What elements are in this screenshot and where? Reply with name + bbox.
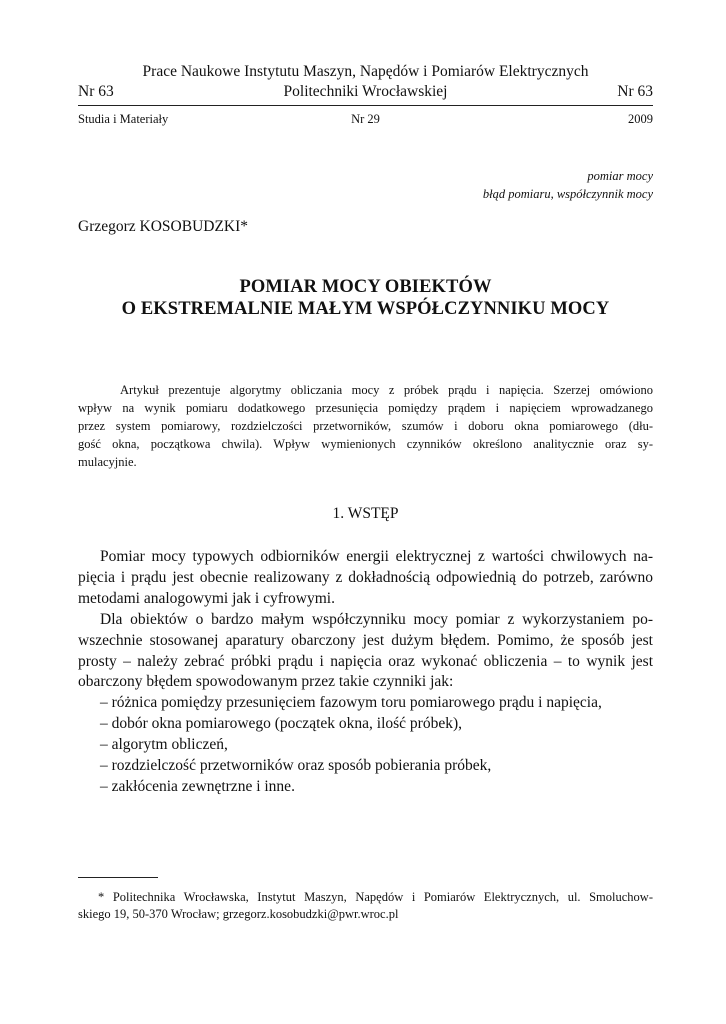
list-item: – różnica pomiędzy przesunięciem fazowym toru pomiarowego prądu i napięcia, bbox=[100, 694, 602, 712]
body-line: metodami analogowymi jak i cyfrowymi. bbox=[78, 589, 335, 607]
body-line: prosty – należy zebrać próbki prądu i napięcia oraz wykonać obliczenia – to wynik jest bbox=[78, 652, 653, 670]
keywords bbox=[78, 167, 653, 203]
body-line: pięcia i prądu jest obecnie realizowany z dokładnością odpowiednią do potrzeb, zarówno bbox=[78, 568, 653, 586]
list-item: – rozdzielczość przetworników oraz sposób pobierania próbek, bbox=[100, 757, 492, 775]
series-name: Studia i Materiały bbox=[78, 112, 169, 126]
list-item: – dobór okna pomiarowego (początek okna, ilość próbek), bbox=[100, 715, 462, 733]
paper-title bbox=[78, 276, 653, 320]
footnote bbox=[78, 889, 653, 923]
body-line: wszechnie stosowanej aparatury obarczony jest dużym błędem. Pomimo, że sposób jest bbox=[78, 631, 653, 649]
title-line: O EKSTREMALNIE MAŁYM WSPÓŁCZYNNIKU MOCY bbox=[121, 299, 610, 319]
abstract-line: przez system pomiarowy, rozdzielczości przetworników, szumów i doboru okna pomiarowego (dłu- bbox=[78, 419, 653, 433]
body-line: Dla obiektów o bardzo małym współczynniku mocy pomiar z wykorzystaniem po- bbox=[100, 610, 653, 628]
series-number: Nr 29 bbox=[351, 112, 380, 126]
footnote-line: skiego 19, 50-370 Wrocław; grzegorz.kosobudzki@pwr.wroc.pl bbox=[78, 907, 399, 921]
body-text bbox=[78, 547, 653, 798]
footnote-separator bbox=[78, 877, 158, 878]
list-item: – zakłócenia zewnętrzne i inne. bbox=[100, 777, 295, 795]
abstract-line: wpływ na wynik pomiaru dodatkowego przesunięcia pomiędzy prądem i napięciem wprowadzanego bbox=[78, 401, 653, 415]
section-heading: 1. WSTĘP bbox=[332, 505, 399, 522]
keyword-line: błąd pomiaru, współczynnik mocy bbox=[482, 187, 653, 201]
list-item: – algorytm obliczeń, bbox=[100, 736, 228, 754]
issue-number-left: Nr 63 bbox=[78, 83, 114, 100]
author-name: Grzegorz KOSOBUDZKI* bbox=[78, 218, 249, 235]
header-rule bbox=[78, 105, 653, 106]
body-line: obarczony błędem spowodowanym przez takie czynniki jak: bbox=[78, 673, 454, 691]
journal-title-line2: Politechniki Wrocławskiej bbox=[283, 83, 448, 100]
journal-title-line1: Prace Naukowe Instytutu Maszyn, Napędów i Pomiarów Elektrycznych bbox=[142, 63, 589, 80]
abstract-line: gość okna, początkowa chwila). Wpływ wymienionych czynników określono analitycznie oraz sy- bbox=[78, 437, 653, 451]
issue-number-right: Nr 63 bbox=[617, 83, 653, 100]
abstract bbox=[78, 381, 653, 471]
footnote-line: * Politechnika Wrocławska, Instytut Maszyn, Napędów i Pomiarów Elektrycznych, ul. Smoluchow- bbox=[98, 890, 653, 904]
publication-year: 2009 bbox=[628, 112, 653, 126]
abstract-line: Artykuł prezentuje algorytmy obliczania mocy z próbek prądu i napięcia. Szerzej omówiono bbox=[120, 383, 653, 397]
title-line: POMIAR MOCY OBIEKTÓW bbox=[239, 277, 492, 297]
keyword-line: pomiar mocy bbox=[587, 169, 653, 183]
abstract-line: mulacyjnie. bbox=[78, 455, 137, 469]
body-line: Pomiar mocy typowych odbiorników energii elektrycznej z wartości chwilowych na- bbox=[100, 548, 653, 565]
